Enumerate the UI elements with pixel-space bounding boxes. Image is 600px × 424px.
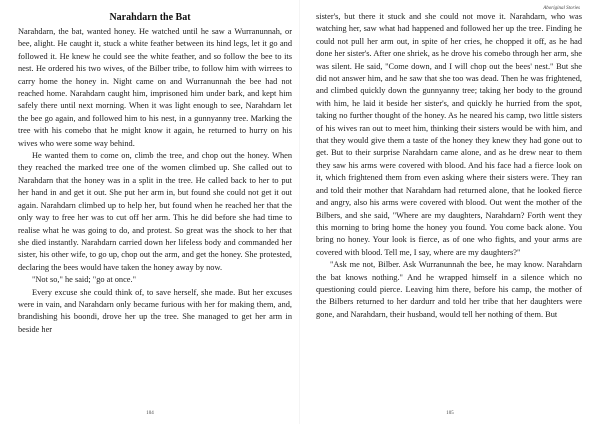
left-page-body (18, 26, 292, 336)
right-page-body (316, 11, 582, 321)
page-number: 104 (146, 411, 154, 416)
paragraph: Narahdarn, the bat, wanted honey. He watched until he saw a Wurranunnah, or bee, alight. He caught it, stuck a white feather between its hind legs, let it go and followed it. He knew he could see the white feather, and so follow the bee to its nest. He ordered his two wives, of the Bilber tribe, to follow him with wirrees to carry home the honey in. Night came on and Wurranunnah the bee had not reached home. Narahdarn caught him, imprisoned him under bark, and kept him safely there until next morning. When it was light enough to see, Narahdarn let the bee go again, and followed him to his nest, in a gunnyanny tree. Marking the tree with his comebo that he might know it again, he returned to hurry on his wives who were some way behind. (18, 27, 292, 148)
right-page (300, 0, 600, 424)
paragraph: sister's, but there it stuck and she could not move it. Narahdarn, who was watching her, saw what had happened and followed her up the tree. Finding he could not pull her arm out, in spite of her cries, he chopped it off, as he had done her sister's. After one shriek, as he drove his comebo through her arm, she was silent. He said, "Come down, and I will chop out the bees' nest." But she did not answer him, and he saw that she too was dead. Then he was frightened, and climbed quickly down the gunnyanny tree; taking her body to the ground with him, he laid it beside her sister's, and quickly he hurried from the spot, taking no further thought of the honey. As he neared his camp, two little sisters of his wives ran out to meet him, thinking their sisters would be with him, and that they would give them a taste of the honey they knew they had gone out to get. But to their surprise Narahdarn came alone, and as he drew near to them they saw his arms were covered with blood. And his face had a fierce look on it, which frightened them from even asking where their sisters were. They ran and told their mother that Narahdarn had returned alone, that he looked fierce and angry, also his arms were covered with blood. Out went the mother of the Bilbers, and she said, "Where are my daughters, Narahdarn? Forth went they this morning to bring home the honey you found. You come back alone. You bring no honey. Your look is fierce, as of one who fights, and your arms are covered with blood. Tell me, I say, where are my daughters?" (316, 12, 582, 257)
page-number: 105 (446, 411, 454, 416)
paragraph: Every excuse she could think of, to save herself, she made. But her excuses were in vain, and Narahdarn only became furious with her for making them, and, brandishing his boondi, drove her up the tree. She managed to get her arm in beside her (18, 287, 292, 334)
paragraph: He wanted them to come on, climb the tree, and chop out the honey. When they reached the marked tree one of the women climbed up. She called out to Narahdarn that the honey was in a split in the tree. He called back to her to put her hand in and get it out. She put her arm in, but found she could not get it out again. Narahdarn climbed up to help her, but found when he reached her that the only way to free her was to cut off her arm. This he did before she had time to realise what he was going to do, and protest. So great was the shock to her that she died instantly. Narahdarn carried down her lifeless body and commanded her sister, his other wife, to go up, chop out the arm, and get the honey. She protested, declaring the bees would have taken the honey away by now. (18, 151, 292, 272)
paragraph: "Not so," he said; "go at once." (32, 275, 136, 285)
chapter-title: Narahdarn the Bat (109, 12, 191, 23)
running-head: Aboriginal Stories (543, 6, 580, 11)
paragraph: "Ask me not, Bilber. Ask Wurranunnah the bee, he may know. Narahdarn the bat knows nothing." And he wrapped himself in a silence which no questioning could pierce. Leaving him there, before his camp, the mother of the Bilbers returned to her dardurr and told her tribe that her daughters were gone, and Narahdarn, their husband, would tell her nothing of them. But (316, 260, 582, 319)
